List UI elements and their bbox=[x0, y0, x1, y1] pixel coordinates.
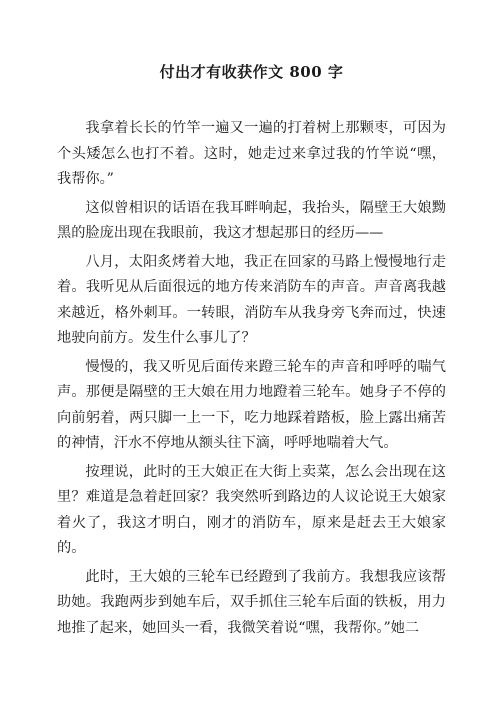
paragraph-5: 按理说，此时的王大娘正在大街上卖菜，怎么会出现在这里？难道是急着赶回家？我突然听到路边的人议论说王大娘家着火了，我这才明白，刚才的消防车，原来是赶去王大娘家的。 bbox=[57, 463, 446, 556]
paragraph-6: 此时，王大娘的三轮车已经蹬到了我前方。我想我应该帮助她。我跑两步到她车后，双手抓住三轮车后面的铁板，用力地推了起来，她回头一看，我微笑着说“嘿，我帮你。”她二 bbox=[57, 568, 446, 636]
paragraph-3: 八月，太阳炙烤着大地，我正在回家的马路上慢慢地行走着。我听见从后面很远的地方传来消防车的声音。声音离我越来越近，格外刺耳。一转眼，消防车从我身旁飞奔而过，快速地驶向前方。发生什么事儿了？ bbox=[57, 253, 446, 346]
paragraph-4: 慢慢的，我又听见后面传来蹬三轮车的声音和呼呼的喘气声。那便是隔壁的王大娘在用力地蹬着三轮车。她身子不停的向前躬着，两只脚一上一下，吃力地踩着踏板，脸上露出痛苦的神情，汗水不停地从额头往下滴，呼呼地喘着大气。 bbox=[57, 358, 446, 451]
paragraph-2: 这似曾相识的话语在我耳畔响起，我抬头，隔壁王大娘黝黑的脸庞出现在我眼前，我这才想起那日的经历—— bbox=[57, 199, 446, 241]
document-title: 付出才有收获作文 800 字 bbox=[159, 63, 344, 81]
paragraph-1: 我拿着长长的竹竿一遍又一遍的打着树上那颗枣，可因为个头矮怎么也打不着。这时，她走过来拿过我的竹竿说“嘿，我帮你。” bbox=[57, 120, 446, 187]
